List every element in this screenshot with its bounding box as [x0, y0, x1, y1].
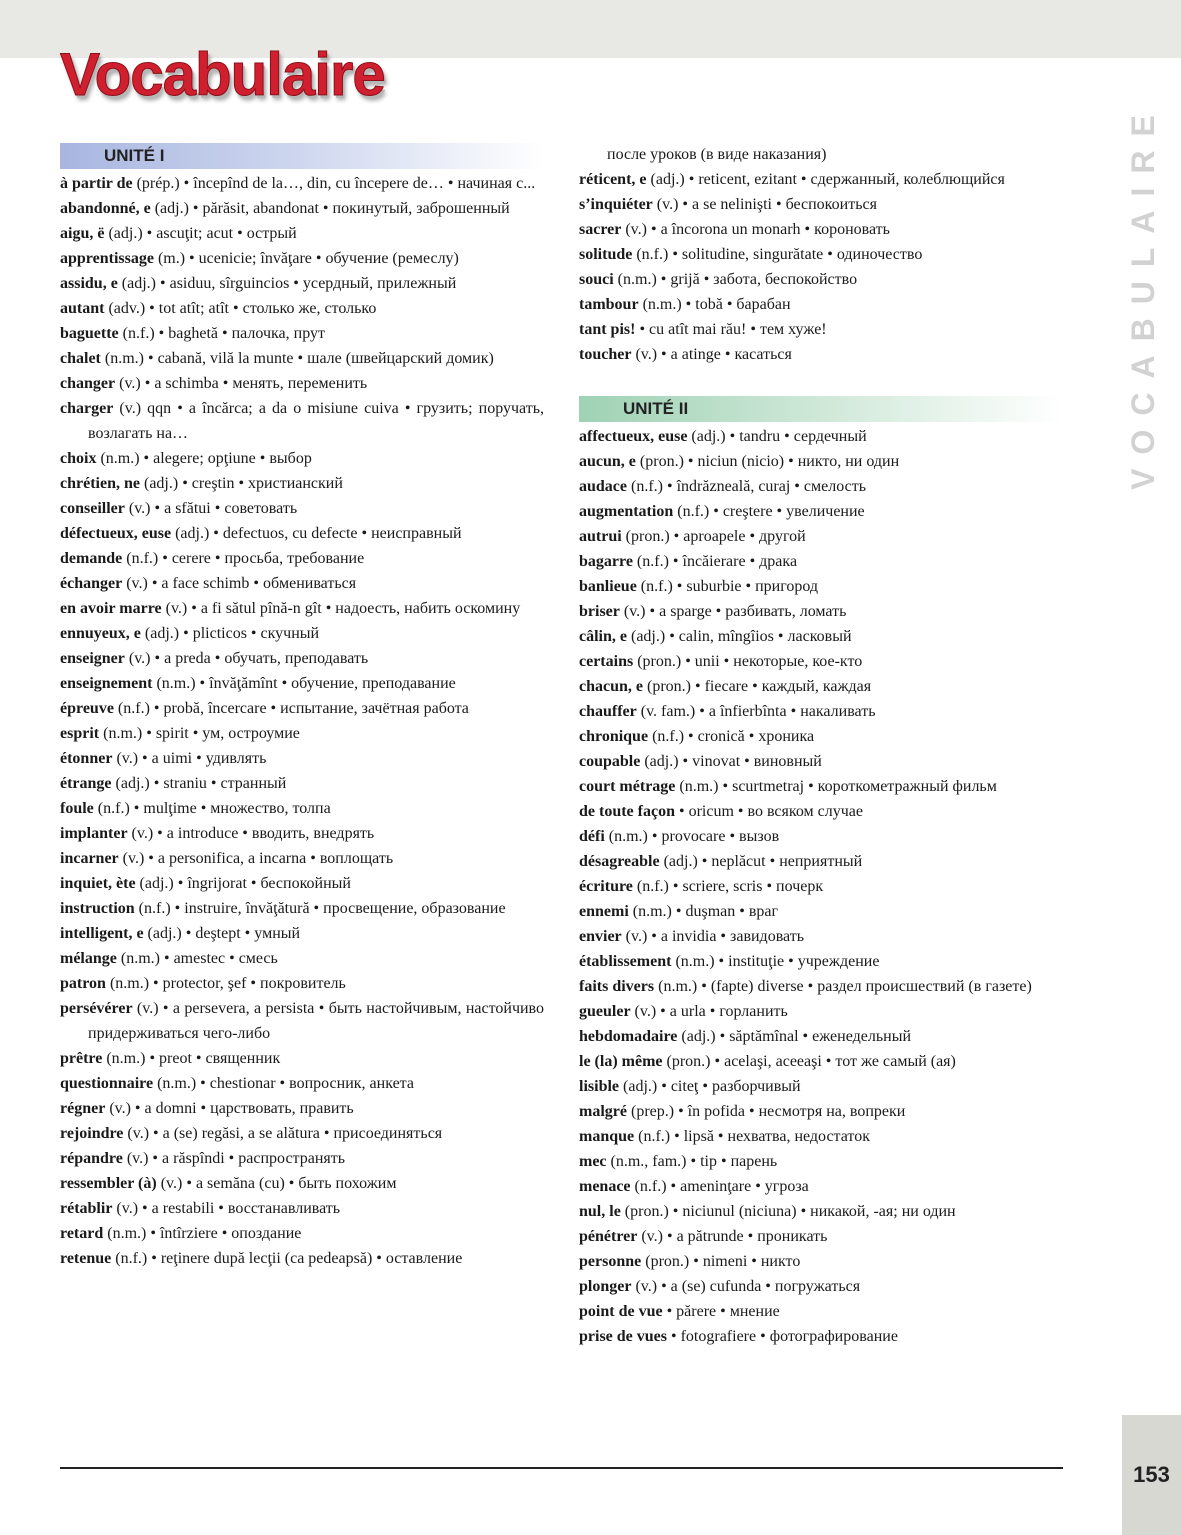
- vocab-entry: [579, 1324, 1063, 1349]
- vocab-entry: [60, 596, 544, 621]
- entry-term: plonger: [579, 1278, 632, 1295]
- vocab-entry: [579, 799, 1063, 824]
- entry-definition: (v.) • a restabili • восстанавливать: [112, 1200, 341, 1217]
- entry-definition: (adj.) • neplăcut • неприятный: [659, 853, 863, 870]
- entry-term: chauffer: [579, 703, 637, 720]
- entry-term: coupable: [579, 753, 641, 770]
- entry-term: aucun, e: [579, 453, 636, 470]
- entry-definition: (n.f.) • lipsă • нехватва, недостаток: [634, 1128, 870, 1145]
- entry-definition: (v.) • a domni • царствовать, править: [105, 1100, 354, 1117]
- entry-continuation: после уроков (в виде наказания): [607, 146, 827, 163]
- entry-term: étrange: [60, 775, 112, 792]
- entry-definition: (n.f.) • cronică • хроника: [648, 728, 815, 745]
- vocab-entry: [60, 1146, 544, 1171]
- page-number-box: [1122, 1415, 1181, 1535]
- entry-term: autrui: [579, 528, 622, 545]
- vocab-entry: [579, 1199, 1063, 1224]
- entry-term: défi: [579, 828, 605, 845]
- entry-definition: (n.m.) • alegere; opţiune • выбор: [96, 450, 312, 467]
- vocab-entry: [60, 771, 544, 796]
- entry-term: incarner: [60, 850, 119, 867]
- vocab-entry: [579, 342, 1063, 367]
- vocab-entry: [579, 1274, 1063, 1299]
- entry-term: pénétrer: [579, 1228, 638, 1245]
- entry-term: questionnaire: [60, 1075, 154, 1092]
- entry-term: bagarre: [579, 553, 633, 570]
- vocab-entry: [579, 1099, 1063, 1124]
- vocab-entry: [579, 1174, 1063, 1199]
- entry-definition: (pron.) • fiecare • каждый, каждая: [643, 678, 872, 695]
- entry-definition: • cu atît mai rău! • тем хуже!: [635, 321, 827, 338]
- entry-term: retard: [60, 1225, 104, 1242]
- vocab-entry: [579, 674, 1063, 699]
- entry-term: persévérer: [60, 1000, 133, 1017]
- entry-definition: (adj.) • citeţ • разборчивый: [619, 1078, 801, 1095]
- entry-definition: (adj.) • asiduu, sîrguincios • усердный, прилежный: [117, 275, 457, 292]
- entry-term: régner: [60, 1100, 106, 1117]
- entry-definition: (n.m.) • cabană, vilă la munte • шале (швейцарский домик): [100, 350, 494, 367]
- vocab-entry: [579, 774, 1063, 799]
- entry-term: gueuler: [579, 1003, 631, 1020]
- entry-definition: (v.) • a (se) regăsi, a se alătura • присоединяться: [123, 1125, 443, 1142]
- vocab-entry: [579, 599, 1063, 624]
- vocab-entry: [60, 446, 544, 471]
- vocab-entry: [579, 724, 1063, 749]
- vocab-entry: [579, 267, 1063, 292]
- vocab-entry: [60, 296, 544, 321]
- entry-term: souci: [579, 271, 614, 288]
- entry-term: faits divers: [579, 978, 655, 995]
- entry-term: chalet: [60, 350, 101, 367]
- entry-term: autant: [60, 300, 105, 317]
- entry-definition: (n.f.) • solitudine, singurătate • одиночество: [632, 246, 923, 263]
- entry-definition: (n.m.) • spirit • ум, остроумие: [99, 725, 300, 742]
- entry-definition: (n.m., fam.) • tip • парень: [606, 1153, 778, 1170]
- vocab-entry: [579, 699, 1063, 724]
- vocab-entry: [579, 1124, 1063, 1149]
- vocab-entry: [60, 921, 544, 946]
- entry-definition: (v.) • a preda • обучать, преподавать: [124, 650, 369, 667]
- entry-term: défectueux, euse: [60, 525, 172, 542]
- vocab-entry: [60, 1171, 544, 1196]
- vocab-entry: [579, 449, 1063, 474]
- entry-term: inquiet, ète: [60, 875, 136, 892]
- entry-term: enseigner: [60, 650, 125, 667]
- entry-definition: (adj.) • ascuţit; acut • острый: [104, 225, 297, 242]
- entry-definition: (v.) • a personifica, a incarna • воплощать: [118, 850, 394, 867]
- entry-term: mec: [579, 1153, 607, 1170]
- side-label-text: VOCABULAIRE: [1124, 100, 1161, 490]
- entry-definition: (n.f.) • ameninţare • угроза: [630, 1178, 809, 1195]
- entry-definition: (adj.) • deştept • умный: [143, 925, 301, 942]
- entry-term: conseiller: [60, 500, 125, 517]
- entry-term: esprit: [60, 725, 100, 742]
- vocab-entry: [60, 171, 544, 196]
- entry-term: malgré: [579, 1103, 627, 1120]
- entry-definition: (adj.) • reticent, ezitant • сдержанный, колеблющийся: [646, 171, 1005, 188]
- entry-term: prise de vues: [579, 1328, 667, 1345]
- entry-definition: • părere • мнение: [662, 1303, 780, 1320]
- vocab-entry: [60, 246, 544, 271]
- vocab-entry: [579, 242, 1063, 267]
- entry-definition: (n.m.) • scurtmetraj • короткометражный фильм: [675, 778, 997, 795]
- entry-definition: (adj.) • calin, mîngîios • ласковый: [627, 628, 852, 645]
- entry-term: certains: [579, 653, 634, 670]
- vocab-entry: [60, 1196, 544, 1221]
- entry-definition: (n.f.) • îndrăzneală, curaj • смелость: [627, 478, 866, 495]
- vocab-entry: [60, 996, 544, 1046]
- entry-definition: (v.) • a urla • горланить: [630, 1003, 788, 1020]
- vocab-entry: [579, 749, 1063, 774]
- vocab-entry: [579, 849, 1063, 874]
- entry-term: toucher: [579, 346, 632, 363]
- entry-term: désagreable: [579, 853, 660, 870]
- entry-term: affectueux, euse: [579, 428, 688, 445]
- entry-definition: (adj.) • plicticos • скучный: [140, 625, 320, 642]
- vocab-entry: [60, 396, 544, 446]
- entry-definition: (m.) • ucenicie; învăţare • обучение (ремеслу): [153, 250, 459, 267]
- entry-definition: (n.m.) • tobă • барабан: [638, 296, 791, 313]
- entry-term: baguette: [60, 325, 119, 342]
- right-column: [579, 142, 1063, 1349]
- vocab-entry: [579, 1024, 1063, 1049]
- entry-definition: (v.) • a invidia • завидовать: [621, 928, 805, 945]
- vocab-entry: [60, 271, 544, 296]
- entry-term: enseignement: [60, 675, 153, 692]
- vocab-entry: [60, 671, 544, 696]
- vocab-entry: [579, 1049, 1063, 1074]
- section-heading: UNITÉ II: [579, 396, 1063, 422]
- entry-definition: (v.) • a pătrunde • проникать: [637, 1228, 828, 1245]
- vocab-entry: [60, 196, 544, 221]
- entry-definition: (n.m.) • protector, şef • покровитель: [105, 975, 346, 992]
- vocab-entry: [60, 871, 544, 896]
- entry-term: hebdomadaire: [579, 1028, 678, 1045]
- vocab-entry: [60, 721, 544, 746]
- footer-rule: [60, 1467, 1063, 1469]
- entry-term: tant pis!: [579, 321, 636, 338]
- entry-term: personne: [579, 1253, 642, 1270]
- entry-definition: (n.f.) • instruire, învăţătură • просвещение, образование: [134, 900, 506, 917]
- vocab-entry: [60, 646, 544, 671]
- vocab-entry: [60, 571, 544, 596]
- entry-definition: (n.m.) • provocare • вызов: [604, 828, 780, 845]
- entry-definition: (n.m.) • chestionar • вопросник, анкета: [153, 1075, 414, 1092]
- entry-definition: (adj.) • părăsit, abandonat • покинутый, заброшенный: [150, 200, 510, 217]
- entry-definition: (n.f.) • suburbie • пригород: [636, 578, 819, 595]
- entry-term: échanger: [60, 575, 123, 592]
- entry-definition: (v.) • a sfătui • советовать: [124, 500, 298, 517]
- entry-definition: • fotografiere • фотографирование: [667, 1328, 898, 1345]
- entry-term: demande: [60, 550, 123, 567]
- entry-definition: (v.) • a introduce • вводить, внедрять: [127, 825, 375, 842]
- vocab-entry: [579, 292, 1063, 317]
- entry-term: solitude: [579, 246, 633, 263]
- entry-term: intelligent, e: [60, 925, 144, 942]
- side-section-label: [1098, 100, 1181, 490]
- entry-definition: (n.m.) • preot • священник: [102, 1050, 281, 1067]
- entry-definition: (adj.) • defectuos, cu defecte • неисправный: [171, 525, 462, 542]
- vocab-entry: [579, 1149, 1063, 1174]
- vocab-entry: [579, 317, 1063, 342]
- entry-term: changer: [60, 375, 116, 392]
- entry-definition: (pron.) • niciunul (niciuna) • никакой, -ая; ни один: [620, 1203, 956, 1220]
- entry-term: réticent, e: [579, 171, 647, 188]
- vocab-entry: [60, 1096, 544, 1121]
- entry-term: écriture: [579, 878, 633, 895]
- vocab-entry: [579, 1224, 1063, 1249]
- entry-definition: (v.) • a (se) cufunda • погружаться: [631, 1278, 861, 1295]
- entry-term: chacun, e: [579, 678, 643, 695]
- entry-definition: (n.m.) • duşman • враг: [628, 903, 779, 920]
- entry-definition: (adj.) • tandru • сердечный: [687, 428, 867, 445]
- entry-term: répandre: [60, 1150, 123, 1167]
- entry-definition: (adj.) • creştin • христианский: [139, 475, 343, 492]
- entry-definition: (adj.) • straniu • странный: [111, 775, 287, 792]
- vocab-entry: [579, 649, 1063, 674]
- entry-term: étonner: [60, 750, 113, 767]
- entry-term: à partir de: [60, 175, 133, 192]
- vocab-entry: [579, 624, 1063, 649]
- entry-term: point de vue: [579, 1303, 663, 1320]
- vocab-entry: [579, 217, 1063, 242]
- entry-definition: (v.) • a face schimb • обмениваться: [122, 575, 357, 592]
- entry-definition: (n.m.) • întîrziere • опоздание: [103, 1225, 302, 1242]
- entry-term: charger: [60, 400, 114, 417]
- entry-definition: (prep.) • în pofida • несмотря на, вопреки: [626, 1103, 906, 1120]
- entry-definition: (v.) • a uimi • удивлять: [112, 750, 267, 767]
- vocab-entry: [579, 824, 1063, 849]
- vocab-entry: [579, 974, 1063, 999]
- entry-term: épreuve: [60, 700, 114, 717]
- entry-term: ressembler (à): [60, 1175, 157, 1192]
- entry-term: chrétien, ne: [60, 475, 140, 492]
- entry-definition: (v.) • a răspîndi • распространять: [122, 1150, 346, 1167]
- entry-definition: (adj.) • săptămînal • еженедельный: [677, 1028, 912, 1045]
- entry-definition: (v.) • a semăna (cu) • быть похожим: [156, 1175, 397, 1192]
- vocab-entry: [579, 1249, 1063, 1274]
- section-gap: [579, 367, 1063, 395]
- vocab-entry: [60, 496, 544, 521]
- entry-term: abandonné, e: [60, 200, 151, 217]
- entry-definition: (v.) • a atinge • касаться: [631, 346, 792, 363]
- entry-definition: (n.m.) • instituţie • учреждение: [671, 953, 880, 970]
- entry-definition: (pron.) • niciun (nicio) • никто, ни один: [635, 453, 900, 470]
- vocab-entry: [579, 499, 1063, 524]
- entry-term: apprentissage: [60, 250, 154, 267]
- entry-term: briser: [579, 603, 620, 620]
- entry-term: foule: [60, 800, 94, 817]
- vocab-entry: [579, 167, 1063, 192]
- vocab-entry: [579, 474, 1063, 499]
- entry-definition: (n.f.) • probă, încercare • испытание, зачётная работа: [113, 700, 469, 717]
- entry-term: chronique: [579, 728, 649, 745]
- entry-term: court métrage: [579, 778, 676, 795]
- entry-term: mélange: [60, 950, 117, 967]
- entry-definition: (v.) • a schimba • менять, переменить: [115, 375, 368, 392]
- vocab-entry: [579, 1299, 1063, 1324]
- left-column: [60, 142, 544, 1271]
- entry-term: envier: [579, 928, 622, 945]
- vocab-entry: [579, 1074, 1063, 1099]
- vocab-entry: [579, 424, 1063, 449]
- entry-definition: (v.) • a încorona un monarh • короновать: [621, 221, 890, 238]
- vocab-entry: [60, 471, 544, 496]
- entry-definition: (n.m.) • grijă • забота, беспокойство: [613, 271, 858, 288]
- entry-term: le (la) même: [579, 1053, 663, 1070]
- vocab-entry: [60, 1046, 544, 1071]
- entry-term: patron: [60, 975, 106, 992]
- entry-term: implanter: [60, 825, 128, 842]
- vocab-entry: [579, 549, 1063, 574]
- entry-definition: (n.f.) • încăierare • драка: [632, 553, 798, 570]
- vocab-entry: [579, 999, 1063, 1024]
- entry-term: de toute façon: [579, 803, 675, 820]
- entry-term: manque: [579, 1128, 635, 1145]
- entry-definition: (pron.) • aproapele • другой: [621, 528, 806, 545]
- entry-definition: (n.m.) • învăţămînt • обучение, преподавание: [152, 675, 456, 692]
- entry-definition: • oricum • во всяком случае: [674, 803, 863, 820]
- entry-definition: (v.) • a fi sătul pînă-n gît • надоесть, набить оскомину: [161, 600, 521, 617]
- vocab-entry: [60, 321, 544, 346]
- entry-term: s’inquiéter: [579, 196, 653, 213]
- entry-definition: (pron.) • acelaşi, aceeaşi • тот же самый (ая): [662, 1053, 956, 1070]
- entry-definition: (n.f.) • scriere, scris • почерк: [632, 878, 824, 895]
- entry-term: banlieue: [579, 578, 637, 595]
- entry-term: lisible: [579, 1078, 620, 1095]
- entry-definition: (n.f.) • baghetă • палочка, прут: [118, 325, 325, 342]
- entry-definition: (adv.) • tot atît; atît • столько же, столько: [104, 300, 377, 317]
- entry-term: assidu, e: [60, 275, 118, 292]
- entry-definition: (n.f.) • mulţime • множество, толпа: [93, 800, 331, 817]
- page-number: 153: [1133, 1462, 1170, 1487]
- vocab-entry: [579, 524, 1063, 549]
- entry-term: rétablir: [60, 1200, 113, 1217]
- vocab-entry: [579, 574, 1063, 599]
- vocab-entry: [60, 971, 544, 996]
- entry-definition: (v.) • a persevera, a persista • быть настойчивым, настойчиво придерживаться чего-либо: [88, 1000, 544, 1042]
- entry-definition: (pron.) • unii • некоторые, кое-кто: [633, 653, 863, 670]
- entry-term: établissement: [579, 953, 672, 970]
- entry-term: augmentation: [579, 503, 674, 520]
- entry-definition: (n.m.) • (fapte) diverse • раздел происшествий (в газете): [654, 978, 1032, 995]
- entry-definition: (v.) qqn • a încărca; a da o misiune cuiva • грузить; поручать, возлагать на…: [88, 400, 544, 442]
- entry-term: retenue: [60, 1250, 112, 1267]
- entry-term: instruction: [60, 900, 135, 917]
- entry-term: câlin, e: [579, 628, 627, 645]
- entry-definition: (prép.) • începînd de la…, din, cu începere de… • начиная с...: [132, 175, 536, 192]
- vocab-entry: [579, 192, 1063, 217]
- vocab-entry: [60, 1221, 544, 1246]
- entry-term: rejoindre: [60, 1125, 124, 1142]
- entry-definition: (pron.) • nimeni • никто: [641, 1253, 801, 1270]
- vocab-entry: [579, 924, 1063, 949]
- entry-term: nul, le: [579, 1203, 621, 1220]
- vocab-entry: [60, 846, 544, 871]
- entry-definition: (adj.) • vinovat • виновный: [640, 753, 822, 770]
- entry-term: audace: [579, 478, 627, 495]
- vocab-entry: [60, 896, 544, 921]
- vocab-entry: [60, 371, 544, 396]
- entry-term: ennemi: [579, 903, 629, 920]
- entry-term: sacrer: [579, 221, 622, 238]
- entry-term: prêtre: [60, 1050, 103, 1067]
- entry-term: tambour: [579, 296, 639, 313]
- vocab-entry: [60, 946, 544, 971]
- vocab-entry: [579, 899, 1063, 924]
- entry-definition: (v.) • a sparge • разбивать, ломать: [619, 603, 847, 620]
- entry-term: aigu, ë: [60, 225, 105, 242]
- entry-definition: (adj.) • îngrijorat • беспокойный: [135, 875, 351, 892]
- vocab-entry: [579, 874, 1063, 899]
- vocab-entry: [60, 1246, 544, 1271]
- section-heading: UNITÉ I: [60, 143, 544, 169]
- entry-definition: (n.f.) • creştere • увеличение: [673, 503, 865, 520]
- vocab-entry: [60, 1121, 544, 1146]
- vocab-entry: [60, 796, 544, 821]
- entry-definition: (n.f.) • reţinere după lecţii (ca pedeapsă) • оставление: [111, 1250, 463, 1267]
- entry-term: en avoir marre: [60, 600, 162, 617]
- entry-definition: (n.f.) • cerere • просьба, требование: [122, 550, 365, 567]
- vocab-entry: [60, 821, 544, 846]
- vocab-entry: [579, 949, 1063, 974]
- vocab-entry: [60, 746, 544, 771]
- vocab-entry: [60, 546, 544, 571]
- entry-definition: (v. fam.) • a înfierbînta • накаливать: [636, 703, 876, 720]
- vocab-entry: [60, 621, 544, 646]
- entry-term: ennuyeux, e: [60, 625, 141, 642]
- vocab-entry: [60, 346, 544, 371]
- entry-term: menace: [579, 1178, 631, 1195]
- entry-term: choix: [60, 450, 97, 467]
- vocab-entry: [60, 221, 544, 246]
- vocab-entry: [60, 521, 544, 546]
- entry-definition: (v.) • a se nelinişti • беспокоиться: [652, 196, 877, 213]
- entry-definition: (n.m.) • amestec • смесь: [116, 950, 278, 967]
- vocab-entry: [60, 1071, 544, 1096]
- vocab-entry: [60, 696, 544, 721]
- page-title: Vocabulaire: [60, 41, 385, 108]
